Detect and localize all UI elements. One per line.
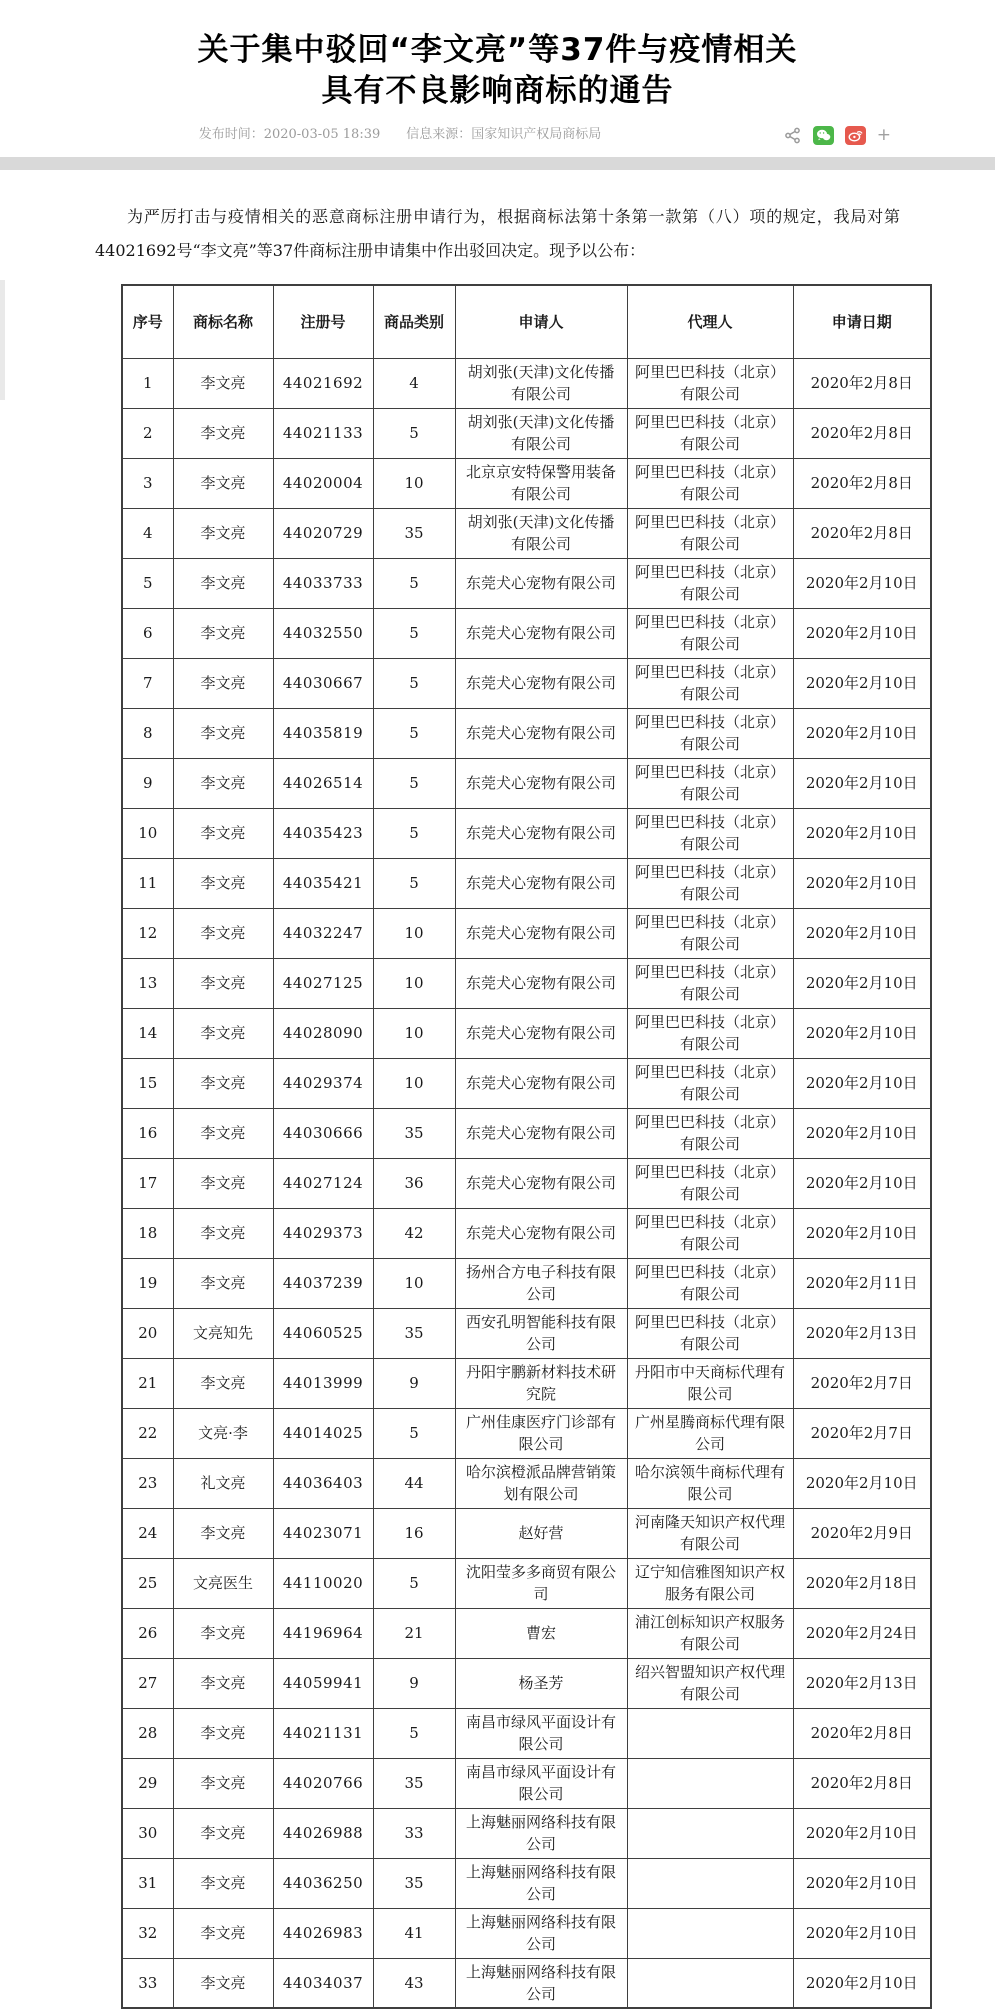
table-cell-class: 5 [373,758,455,808]
table-row [122,1158,931,1208]
table-cell-mark-name: 李文亮 [173,658,273,708]
table-row [122,1358,931,1408]
table-cell-applicant: 东莞犬心宠物有限公司 [455,1158,627,1208]
table-cell-regno: 44059941 [273,1658,373,1708]
publish-time-value: 2020-03-05 18:39 [263,127,381,142]
table-cell-agent: 阿里巴巴科技（北京）有限公司 [627,408,793,458]
trademark-table [121,284,932,2009]
table-cell-seq: 11 [122,858,173,908]
table-cell-applicant: 西安孔明智能科技有限公司 [455,1308,627,1358]
table-cell-regno: 44035423 [273,808,373,858]
table-cell-applicant: 哈尔滨橙派品牌营销策划有限公司 [455,1458,627,1508]
table-cell-mark-name: 李文亮 [173,1158,273,1208]
table-row [122,608,931,658]
table-cell-seq: 5 [122,558,173,608]
table-cell-applicant: 扬州合方电子科技有限公司 [455,1258,627,1308]
table-cell-seq: 33 [122,1958,173,2008]
table-row [122,908,931,958]
table-cell-seq: 21 [122,1358,173,1408]
table-row [122,858,931,908]
table-cell-class: 16 [373,1508,455,1558]
table-cell-seq: 14 [122,1008,173,1058]
table-cell-regno: 44026988 [273,1808,373,1858]
table-cell-date: 2020年2月10日 [793,1908,931,1958]
table-cell-regno: 44032550 [273,608,373,658]
table-cell-mark-name: 李文亮 [173,1708,273,1758]
table-cell-mark-name: 李文亮 [173,558,273,608]
publish-time-label: 发布时间： [198,127,264,142]
table-cell-class: 10 [373,1058,455,1108]
table-cell-regno: 44021692 [273,358,373,408]
table-cell-mark-name: 李文亮 [173,1058,273,1108]
table-row [122,1958,931,2008]
table-cell-date: 2020年2月18日 [793,1558,931,1608]
table-cell-agent: 阿里巴巴科技（北京）有限公司 [627,708,793,758]
notice-page [0,30,995,2003]
table-row [122,358,931,408]
table-cell-regno: 44030666 [273,1108,373,1158]
table-cell-mark-name: 李文亮 [173,458,273,508]
table-cell-date: 2020年2月11日 [793,1258,931,1308]
column-header-applicant: 申请人 [455,285,627,358]
table-cell-applicant: 沈阳莹多多商贸有限公司 [455,1558,627,1608]
table-cell-seq: 12 [122,908,173,958]
table-cell-mark-name: 李文亮 [173,1858,273,1908]
table-cell-applicant: 东莞犬心宠物有限公司 [455,658,627,708]
table-cell-date: 2020年2月10日 [793,1858,931,1908]
table-cell-date: 2020年2月13日 [793,1308,931,1358]
page-title-line1: 关于集中驳回“李文亮”等37件与疫情相关 [197,32,798,68]
table-cell-agent: 阿里巴巴科技（北京）有限公司 [627,1308,793,1358]
table-cell-regno: 44037239 [273,1258,373,1308]
table-cell-date: 2020年2月10日 [793,1208,931,1258]
plus-icon[interactable]: + [876,124,891,145]
table-row [122,758,931,808]
table-cell-mark-name: 李文亮 [173,1008,273,1058]
table-cell-date: 2020年2月10日 [793,1458,931,1508]
table-cell-class: 5 [373,1408,455,1458]
table-row [122,1558,931,1608]
table-cell-seq: 23 [122,1458,173,1508]
table-cell-seq: 30 [122,1808,173,1858]
table-cell-seq: 16 [122,1108,173,1158]
table-cell-class: 5 [373,858,455,908]
table-cell-agent: 阿里巴巴科技（北京）有限公司 [627,1208,793,1258]
table-cell-seq: 10 [122,808,173,858]
table-row [122,958,931,1008]
table-cell-agent: 阿里巴巴科技（北京）有限公司 [627,858,793,908]
table-cell-date: 2020年2月10日 [793,758,931,808]
table-cell-date: 2020年2月8日 [793,458,931,508]
table-cell-mark-name: 李文亮 [173,1108,273,1158]
table-row [122,508,931,558]
share-toolbar [784,124,891,146]
table-cell-agent: 阿里巴巴科技（北京）有限公司 [627,1058,793,1108]
table-cell-date: 2020年2月10日 [793,1008,931,1058]
table-cell-date: 2020年2月8日 [793,408,931,458]
table-cell-seq: 3 [122,458,173,508]
table-cell-mark-name: 李文亮 [173,1508,273,1558]
table-cell-regno: 44021131 [273,1708,373,1758]
table-cell-mark-name: 文亮·李 [173,1408,273,1458]
table-cell-date: 2020年2月10日 [793,858,931,908]
table-cell-applicant: 上海魅丽网络科技有限公司 [455,1808,627,1858]
table-cell-agent [627,1708,793,1758]
table-cell-date: 2020年2月10日 [793,1158,931,1208]
column-header-agent: 代理人 [627,285,793,358]
table-cell-agent: 阿里巴巴科技（北京）有限公司 [627,1158,793,1208]
table-cell-date: 2020年2月10日 [793,608,931,658]
table-cell-applicant: 东莞犬心宠物有限公司 [455,708,627,758]
table-row [122,1708,931,1758]
table-cell-date: 2020年2月8日 [793,1708,931,1758]
column-header-date: 申请日期 [793,285,931,358]
table-cell-date: 2020年2月10日 [793,808,931,858]
table-cell-seq: 15 [122,1058,173,1108]
table-cell-class: 35 [373,508,455,558]
table-cell-agent [627,1908,793,1958]
table-row [122,708,931,758]
table-cell-class: 44 [373,1458,455,1508]
table-row [122,1808,931,1858]
table-cell-applicant: 上海魅丽网络科技有限公司 [455,1958,627,2008]
table-cell-regno: 44023071 [273,1508,373,1558]
table-cell-regno: 44060525 [273,1308,373,1358]
table-cell-seq: 17 [122,1158,173,1208]
source-label: 信息来源： [406,127,472,142]
table-cell-agent [627,1758,793,1808]
table-row [122,1108,931,1158]
table-cell-agent: 阿里巴巴科技（北京）有限公司 [627,1258,793,1308]
table-cell-applicant: 东莞犬心宠物有限公司 [455,908,627,958]
table-cell-regno: 44029373 [273,1208,373,1258]
table-cell-regno: 44020766 [273,1758,373,1808]
table-cell-date: 2020年2月10日 [793,1808,931,1858]
table-cell-agent: 辽宁知信雅图知识产权服务有限公司 [627,1558,793,1608]
table-cell-mark-name: 李文亮 [173,608,273,658]
column-header-class: 商品类别 [373,285,455,358]
table-cell-regno: 44034037 [273,1958,373,2008]
table-row [122,1758,931,1808]
table-cell-agent: 阿里巴巴科技（北京）有限公司 [627,508,793,558]
table-cell-class: 5 [373,608,455,658]
table-cell-regno: 44036403 [273,1458,373,1508]
table-cell-date: 2020年2月24日 [793,1608,931,1658]
table-cell-date: 2020年2月8日 [793,358,931,408]
table-cell-mark-name: 李文亮 [173,1258,273,1308]
share-icon[interactable] [784,126,802,144]
table-cell-applicant: 东莞犬心宠物有限公司 [455,1108,627,1158]
table-cell-class: 10 [373,908,455,958]
table-cell-date: 2020年2月13日 [793,1658,931,1708]
column-header-seq: 序号 [122,285,173,358]
wechat-icon[interactable] [813,126,834,145]
page-title [80,30,915,112]
source-value: 国家知识产权局商标局 [471,127,602,142]
table-cell-agent: 浦江创标知识产权服务有限公司 [627,1608,793,1658]
table-cell-regno: 44020729 [273,508,373,558]
table-cell-mark-name: 李文亮 [173,1908,273,1958]
table-cell-mark-name: 李文亮 [173,1608,273,1658]
table-cell-regno: 44035819 [273,708,373,758]
table-cell-seq: 13 [122,958,173,1008]
table-cell-seq: 18 [122,1208,173,1258]
table-cell-regno: 44013999 [273,1358,373,1408]
table-cell-date: 2020年2月8日 [793,508,931,558]
table-cell-agent [627,1858,793,1908]
table-cell-date: 2020年2月9日 [793,1508,931,1558]
table-cell-class: 9 [373,1658,455,1708]
table-cell-applicant: 南昌市绿风平面设计有限公司 [455,1708,627,1758]
table-cell-regno: 44027125 [273,958,373,1008]
table-cell-class: 5 [373,1558,455,1608]
table-cell-seq: 32 [122,1908,173,1958]
table-cell-regno: 44014025 [273,1408,373,1458]
table-cell-applicant: 上海魅丽网络科技有限公司 [455,1858,627,1908]
table-cell-regno: 44033733 [273,558,373,608]
table-cell-applicant: 北京京安特保警用装备有限公司 [455,458,627,508]
table-cell-mark-name: 李文亮 [173,1958,273,2008]
table-row [122,1258,931,1308]
table-cell-date: 2020年2月7日 [793,1408,931,1458]
table-cell-mark-name: 李文亮 [173,1758,273,1808]
table-cell-regno: 44032247 [273,908,373,958]
table-cell-mark-name: 李文亮 [173,1208,273,1258]
table-header-row [122,285,931,358]
table-cell-seq: 22 [122,1408,173,1458]
table-row [122,458,931,508]
table-cell-class: 33 [373,1808,455,1858]
table-cell-mark-name: 李文亮 [173,958,273,1008]
table-cell-date: 2020年2月10日 [793,1108,931,1158]
meta-row [0,122,995,148]
table-cell-agent: 阿里巴巴科技（北京）有限公司 [627,608,793,658]
table-cell-class: 5 [373,708,455,758]
table-cell-agent: 丹阳市中天商标代理有限公司 [627,1358,793,1408]
table-cell-regno: 44026983 [273,1908,373,1958]
table-cell-applicant: 东莞犬心宠物有限公司 [455,958,627,1008]
table-cell-class: 10 [373,1258,455,1308]
column-header-mark-name: 商标名称 [173,285,273,358]
table-cell-seq: 1 [122,358,173,408]
table-cell-applicant: 东莞犬心宠物有限公司 [455,808,627,858]
table-cell-date: 2020年2月10日 [793,1958,931,2008]
table-cell-class: 43 [373,1958,455,2008]
table-cell-regno: 44196964 [273,1608,373,1658]
table-cell-regno: 44027124 [273,1158,373,1208]
table-cell-applicant: 东莞犬心宠物有限公司 [455,858,627,908]
table-cell-agent: 阿里巴巴科技（北京）有限公司 [627,1008,793,1058]
table-cell-agent: 广州星腾商标代理有限公司 [627,1408,793,1458]
table-cell-class: 10 [373,458,455,508]
table-cell-applicant: 胡刘张(天津)文化传播有限公司 [455,508,627,558]
table-cell-mark-name: 文亮医生 [173,1558,273,1608]
table-row [122,1508,931,1558]
table-cell-class: 5 [373,658,455,708]
table-cell-regno: 44026514 [273,758,373,808]
table-cell-seq: 27 [122,1658,173,1708]
table-cell-agent: 哈尔滨领牛商标代理有限公司 [627,1458,793,1508]
table-cell-mark-name: 李文亮 [173,508,273,558]
table-cell-applicant: 曹宏 [455,1608,627,1658]
table-cell-seq: 24 [122,1508,173,1558]
table-cell-regno: 44028090 [273,1008,373,1058]
table-cell-seq: 7 [122,658,173,708]
table-row [122,1908,931,1958]
table-cell-class: 9 [373,1358,455,1408]
table-cell-mark-name: 李文亮 [173,858,273,908]
table-cell-date: 2020年2月10日 [793,908,931,958]
table-cell-applicant: 赵好营 [455,1508,627,1558]
table-cell-applicant: 上海魅丽网络科技有限公司 [455,1908,627,1958]
table-cell-agent: 阿里巴巴科技（北京）有限公司 [627,658,793,708]
table-cell-applicant: 东莞犬心宠物有限公司 [455,608,627,658]
table-cell-seq: 26 [122,1608,173,1658]
table-cell-applicant: 东莞犬心宠物有限公司 [455,758,627,808]
table-row [122,1408,931,1458]
table-cell-agent: 阿里巴巴科技（北京）有限公司 [627,1108,793,1158]
table-cell-seq: 28 [122,1708,173,1758]
table-cell-seq: 25 [122,1558,173,1608]
table-cell-agent: 阿里巴巴科技（北京）有限公司 [627,908,793,958]
table-cell-class: 36 [373,1158,455,1208]
table-cell-seq: 8 [122,708,173,758]
table-cell-class: 5 [373,1708,455,1758]
table-cell-date: 2020年2月7日 [793,1358,931,1408]
table-cell-mark-name: 李文亮 [173,1808,273,1858]
table-cell-seq: 4 [122,508,173,558]
table-cell-applicant: 胡刘张(天津)文化传播有限公司 [455,358,627,408]
table-cell-class: 21 [373,1608,455,1658]
table-cell-class: 5 [373,808,455,858]
table-cell-seq: 6 [122,608,173,658]
table-cell-date: 2020年2月8日 [793,1758,931,1808]
weibo-icon[interactable] [845,126,866,145]
table-cell-date: 2020年2月10日 [793,1058,931,1108]
table-cell-applicant: 胡刘张(天津)文化传播有限公司 [455,408,627,458]
table-row [122,1058,931,1108]
table-cell-class: 35 [373,1108,455,1158]
table-row [122,1608,931,1658]
table-cell-applicant: 南昌市绿风平面设计有限公司 [455,1758,627,1808]
table-cell-applicant: 丹阳宇鹏新材料技术研究院 [455,1358,627,1408]
table-cell-date: 2020年2月10日 [793,558,931,608]
table-cell-class: 10 [373,1008,455,1058]
intro-paragraph: 为严厉打击与疫情相关的恶意商标注册申请行为，根据商标法第十条第一款第（八）项的规定，我局对第44021692号“李文亮”等37件商标注册申请集中作出驳回决定。现予以公布： [95,207,900,260]
table-cell-agent [627,1958,793,2008]
table-cell-seq: 9 [122,758,173,808]
table-cell-mark-name: 李文亮 [173,1658,273,1708]
table-cell-regno: 44021133 [273,408,373,458]
table-cell-class: 35 [373,1758,455,1808]
table-cell-agent: 阿里巴巴科技（北京）有限公司 [627,758,793,808]
table-cell-regno: 44110020 [273,1558,373,1608]
table-cell-class: 5 [373,558,455,608]
table-cell-agent: 阿里巴巴科技（北京）有限公司 [627,458,793,508]
table-cell-class: 35 [373,1858,455,1908]
table-cell-applicant: 广州佳康医疗门诊部有限公司 [455,1408,627,1458]
table-row [122,808,931,858]
table-cell-class: 4 [373,358,455,408]
table-cell-applicant: 东莞犬心宠物有限公司 [455,1208,627,1258]
table-row [122,1308,931,1358]
table-row [122,558,931,608]
table-cell-mark-name: 李文亮 [173,908,273,958]
table-cell-mark-name: 李文亮 [173,358,273,408]
table-cell-date: 2020年2月10日 [793,708,931,758]
table-cell-class: 42 [373,1208,455,1258]
table-cell-seq: 31 [122,1858,173,1908]
table-cell-agent: 河南隆天知识产权代理有限公司 [627,1508,793,1558]
table-cell-class: 35 [373,1308,455,1358]
table-cell-agent: 阿里巴巴科技（北京）有限公司 [627,958,793,1008]
table-cell-agent: 阿里巴巴科技（北京）有限公司 [627,808,793,858]
section-divider [0,157,995,170]
table-row [122,1208,931,1258]
table-cell-agent: 阿里巴巴科技（北京）有限公司 [627,558,793,608]
publish-meta [0,122,800,148]
table-cell-agent: 阿里巴巴科技（北京）有限公司 [627,358,793,408]
table-cell-regno: 44030667 [273,658,373,708]
table-cell-applicant: 东莞犬心宠物有限公司 [455,558,627,608]
table-cell-mark-name: 李文亮 [173,758,273,808]
table-cell-mark-name: 礼文亮 [173,1458,273,1508]
table-cell-applicant: 杨圣芳 [455,1658,627,1708]
table-cell-applicant: 东莞犬心宠物有限公司 [455,1008,627,1058]
table-cell-regno: 44020004 [273,458,373,508]
table-cell-agent [627,1808,793,1858]
table-row [122,1658,931,1708]
table-cell-date: 2020年2月10日 [793,658,931,708]
table-row [122,1858,931,1908]
table-cell-regno: 44029374 [273,1058,373,1108]
table-cell-seq: 20 [122,1308,173,1358]
table-cell-mark-name: 李文亮 [173,1358,273,1408]
page-title-line2: 具有不良影响商标的通告 [321,73,674,109]
table-cell-seq: 19 [122,1258,173,1308]
column-header-regno: 注册号 [273,285,373,358]
table-cell-mark-name: 李文亮 [173,808,273,858]
table-cell-applicant: 东莞犬心宠物有限公司 [455,1058,627,1108]
table-cell-mark-name: 文亮知先 [173,1308,273,1358]
table-cell-regno: 44036250 [273,1858,373,1908]
table-row [122,1008,931,1058]
table-row [122,408,931,458]
table-cell-class: 10 [373,958,455,1008]
table-cell-seq: 2 [122,408,173,458]
table-row [122,1458,931,1508]
table-cell-date: 2020年2月10日 [793,958,931,1008]
table-cell-agent: 绍兴智盟知识产权代理有限公司 [627,1658,793,1708]
page-edge-strip [0,280,5,400]
table-cell-mark-name: 李文亮 [173,408,273,458]
table-cell-seq: 29 [122,1758,173,1808]
table-cell-regno: 44035421 [273,858,373,908]
table-cell-class: 5 [373,408,455,458]
table-cell-class: 41 [373,1908,455,1958]
table-cell-mark-name: 李文亮 [173,708,273,758]
table-row [122,658,931,708]
